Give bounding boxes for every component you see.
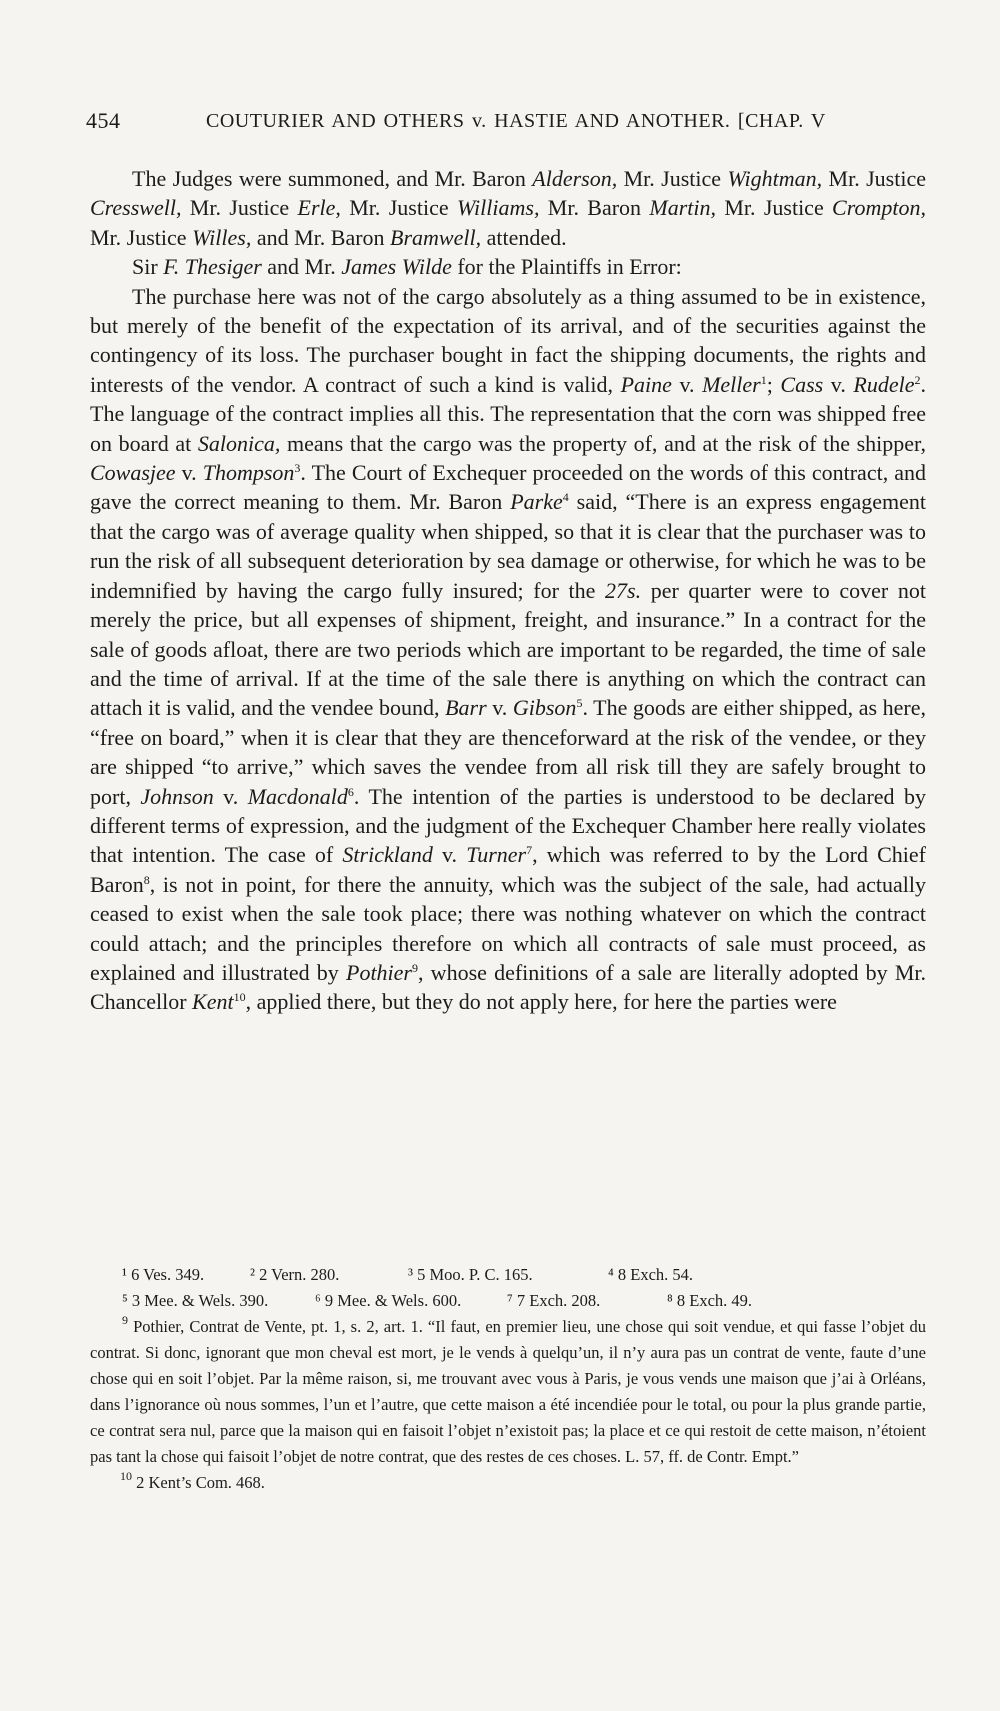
footnote-ref: 7 [526,843,533,858]
footnote-9: $^9$ Pothier, Contrat de Vente, pt. 1, s. 2, art. 1. “Il faut, en premier lieu, une chose qui soit vendue, et qui fasse l’objet du contrat. Si donc, ignorant que mon cheval est mort, je le vends à quelqu’un, il n’y aura pas un contrat de vente, faute d’une chose qui en soit l’objet. Par la même raison, si, me trouvant avec vous à Paris, je vous vends une maison que j’ai à Orléans, dans l’ignorance où nous sommes, l’un et l’autre, que cette maison a été incendiée pour le total, ou pour la plus grande partie, ce contrat sera nul, parce que la maison qui en faisoit l’objet n’existoit pas; la place et ce qui restoit de cette maison, n’étoient pas tant la chose qui faisoit l’objet de notre contrat, que des restes de ces choses. L. 57, ff. de Contr. Empt.” [90,1313,926,1466]
footnote-ref: 1 [760,372,767,387]
footnote-1: ¹ 6 Ves. 349. [122,1265,205,1284]
footnote-ref: 5 [576,696,583,711]
footnote-row-2 [90,1288,926,1314]
footnote-mark: 10 [120,1469,132,1483]
footnote-6: ⁶ 9 Mee. & Wels. 600. [315,1291,462,1310]
running-head: COUTURIER AND OTHERS v. HASTIE AND ANOTHER. [CHAP. V [206,110,826,132]
paragraph-counsel: Sir F. Thesiger and Mr. James Wilde for the Plaintiffs in Error: [132,254,682,280]
page-header [86,108,930,142]
footnote-4: ⁴ 8 Exch. 54. [608,1265,694,1284]
footnote-row-1 [90,1262,926,1288]
page-number: 454 [86,108,121,133]
footnote-ref: 6 [347,784,354,799]
footnote-10: $^{10}$ 2 Kent’s Com. 468. [120,1469,265,1492]
footnote-ref: 8 [143,872,150,887]
footnote-2: ² 2 Vern. 280. [250,1265,340,1284]
footnote-ref: 2 [914,372,921,387]
footnote-mark: 9 [122,1313,128,1327]
footnote-7: ⁷ 7 Exch. 208. [507,1291,601,1310]
footnote-ref: 10 [233,990,246,1005]
footnote-ref: 4 [562,490,569,505]
main-text [90,164,926,1017]
footnote-8: ⁸ 8 Exch. 49. [667,1291,753,1310]
footnote-ref: 9 [412,960,418,975]
footnote-5: ⁵ 3 Mee. & Wels. 390. [122,1291,269,1310]
paragraph-judges: The Judges were summoned, and Mr. Baron Alderson, Mr. Justice Wightman, Mr. Justice Cresswell, Mr. Justice Erle, Mr. Justice Williams, Mr. Baron Martin, Mr. Justice Crompton, Mr. Justice Willes, and Mr. Baron Bramwell, attended. [90,166,926,250]
footnote-ref: 3 [294,461,301,476]
footnotes [90,1262,926,1496]
footnote-3: ³ 5 Moo. P. C. 165. [408,1265,533,1284]
paragraph-argument: The purchase here was not of the cargo absolutely as a thing assumed to be in existence, but merely of the benefit of the expectation of its arrival, and of the securities against the contingency of its loss. The purchaser bought in fact the shipping documents, the rights and interests of the vendor. A contract of such a kind is valid, Paine v. Meller$^1$; Cass v. Rudele$^2$. The language of the contract implies all this. The representation that the corn was shipped free on board at Salonica, means that the cargo was the property of, and at the risk of the shipper, Cowasjee v. Thompson$^3$. The Court of Exchequer proceeded on the words of this contract, and gave the correct meaning to them. Mr. Baron Parke$^4$ said, “There is an express engagement that the cargo was of average quality when shipped, so that it is clear that the purchaser was to run the risk of all subsequent deterioration by sea damage or otherwise, for which he was to be indemnified by having the cargo fully insured; for the 27s. per quarter were to cover not merely the price, but all expenses of shipment, freight, and insurance.” In a contract for the sale of goods afloat, there are two periods which are important to be regarded, the time of sale and the time of arrival. If at the time of the sale there is anything on which the contract can attach it is valid, and the vendee bound, Barr v. Gibson$^5$. The goods are either shipped, as here, “free on board,” when it is clear that they are thenceforward at the risk of the vendee, or they are shipped “to arrive,” which saves the vendee from all risk till they are safely brought to port, Johnson v. Macdonald$^6$. The intention of the parties is understood to be declared by different terms of expression, and the judgment of the Exchequer Chamber here really violates that intention. The case of Strickland v. Turner$^7$, which was referred to by the Lord Chief Baron$^8$, is not in point, for there the annuity, which was the subject of the sale, had actually ceased to exist when the sale took place; there was nothing whatever on which the contract could attach; and the principles therefore on which all contracts of sale must proceed, as explained and illustrated by Pothier$^9$, whose definitions of a sale are literally adopted by Mr. Chancellor Kent$^{10}$, applied there, but they do not apply here, for here the parties were [90,283,927,1015]
